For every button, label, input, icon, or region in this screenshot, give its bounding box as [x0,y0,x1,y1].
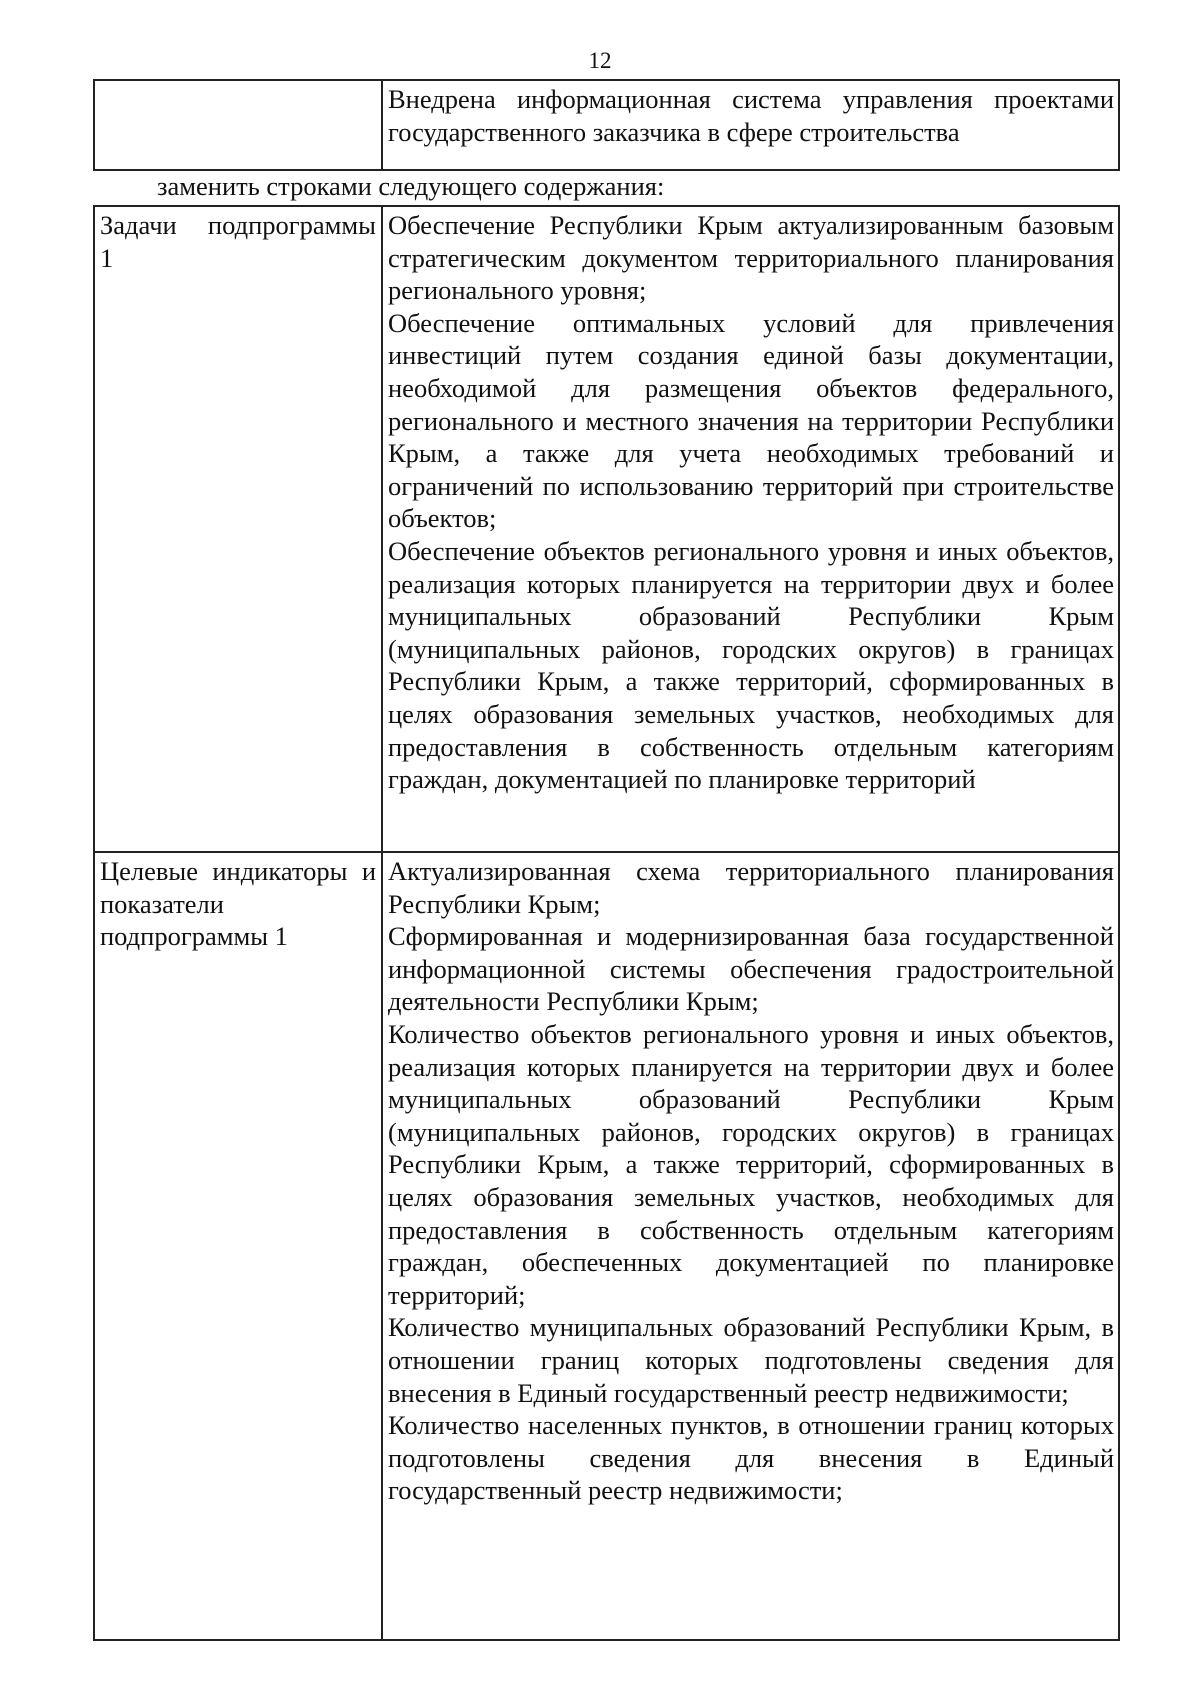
tasks-label-line2: 1 [100,242,114,273]
table-row [94,80,1119,170]
indicators-content [383,853,1118,1507]
previous-table [93,79,1120,171]
tasks-paragraph: Обеспечение Республики Крым актуализированным базовым стратегическим документом территориального планирования регионального уровня; [388,210,1114,306]
previous-table-text: Внедрена информационная система управления проектами государственного заказчика в сфере строительства [388,84,1114,147]
tasks-paragraph: Обеспечение объектов регионального уровня и иных объектов, реализация которых планируется на территории двух и более муниципальных образований Республики Крым (муниципальных районов, городских округов) в границах Республики Крым, а также территорий, сформированных в целях образования земельных участков, необходимых для предоставления в собственность отдельным категориям граждан, документацией по планировке территорий [388,535,1114,795]
table-row-tasks [94,206,1119,852]
replace-phrase: заменить строками следующего содержания: [157,171,665,201]
previous-table-left-cell [94,80,382,170]
indicators-label-cell [94,852,382,1640]
indicators-label [95,853,381,953]
table-row-indicators [94,852,1119,1640]
indicators-paragraph: Количество населенных пунктов, в отношении границ которых подготовлены сведения для внесения в Единый государственный реестр недвижимости; [388,1410,1114,1506]
new-table [93,205,1120,1641]
tasks-content [383,207,1118,796]
tasks-label [95,207,381,274]
tasks-label-cell [94,206,382,852]
indicators-paragraph: Количество объектов регионального уровня и иных объектов, реализация которых планируется на территории двух и более муниципальных образований Республики Крым (муниципальных районов, городских округов) в границах Республики Крым, а также территорий, сформированных в целях образования земельных участков, необходимых для предоставления в собственность отдельным категориям граждан, обеспеченных документацией по планировке территорий; [388,1018,1114,1310]
indicators-label-line2: подпрограммы 1 [100,921,288,952]
indicators-paragraph: Актуализированная схема территориального планирования Республики Крым; [388,856,1114,919]
tasks-paragraph: Обеспечение оптимальных условий для привлечения инвестиций путем создания единой базы документации, необходимой для размещения объектов федерального, регионального и местного значения на территории Республики Крым, а также для учета необходимых требований и ограничений по использованию территорий при строительстве объектов; [388,307,1114,534]
page-number: 12 [588,48,612,73]
previous-table-right-cell [382,80,1119,170]
indicators-paragraph: Количество муниципальных образований Республики Крым, в отношении границ которых подготовлены сведения для внесения в Единый государственный реестр недвижимости; [388,1312,1114,1408]
indicators-label-line1: Целевые индикаторы и показатели [100,856,376,919]
indicators-content-cell [382,852,1119,1640]
tasks-content-cell [382,206,1119,852]
indicators-paragraph: Сформированная и модернизированная база государственной информационной системы обеспечения градостроительной деятельности Республики Крым; [388,921,1114,1017]
tasks-label-line1: Задачи подпрограммы [100,210,376,240]
